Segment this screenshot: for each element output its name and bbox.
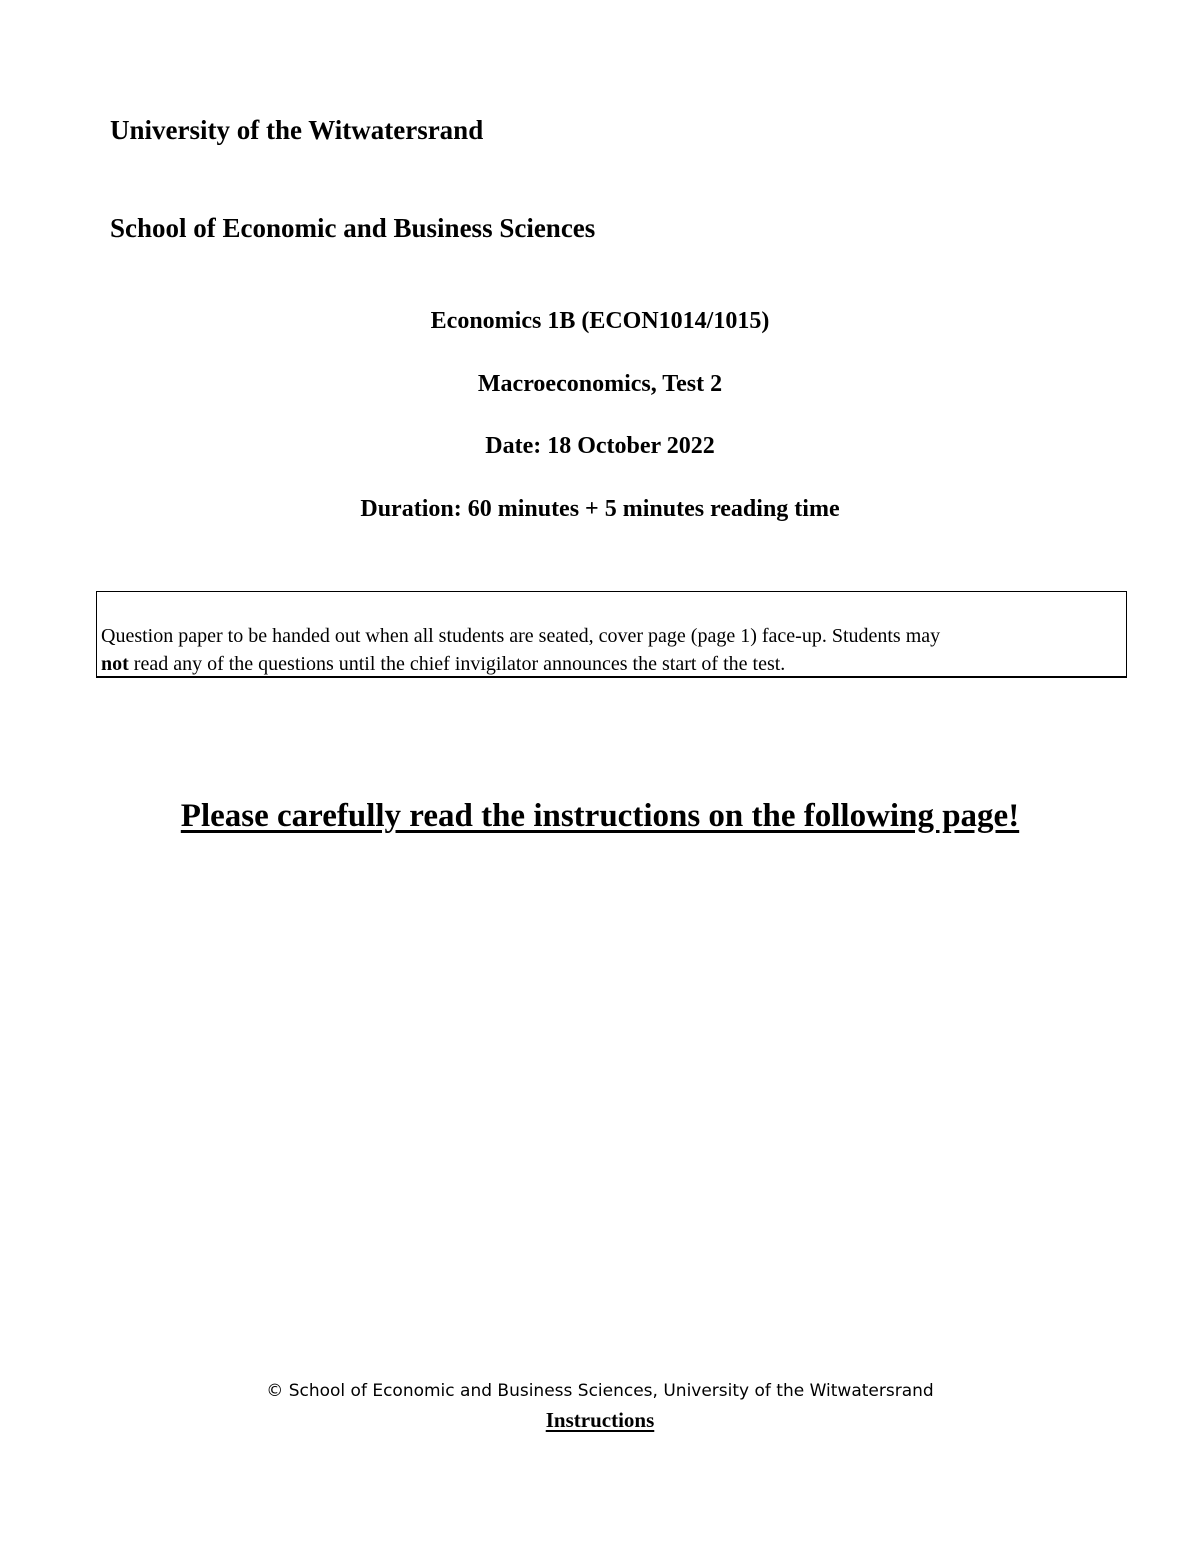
notice-line-1: Question paper to be handed out when all students are seated, cover page (page 1) face-up. Students may [101,625,941,647]
university-name: University of the Witwatersrand [110,115,484,145]
instructions-heading: Instructions [545,1408,655,1432]
instructions-callout: Please carefully read the instructions on the following page! [180,798,1020,834]
exam-duration: Duration: 60 minutes + 5 minutes reading time [360,496,840,522]
school-name: School of Economic and Business Sciences [110,213,596,243]
notice-emphasis: not [101,653,129,675]
notice-line-2: read any of the questions until the chief invigilator announces the start of the test. [128,653,786,675]
invigilator-notice-box [96,591,1127,678]
course-title: Economics 1B (ECON1014/1015) [430,308,770,334]
exam-date: Date: 18 October 2022 [485,433,715,459]
copyright-notice: © School of Economic and Business Sciences, University of the Witwatersrand [266,1381,934,1401]
test-title: Macroeconomics, Test 2 [477,371,723,397]
